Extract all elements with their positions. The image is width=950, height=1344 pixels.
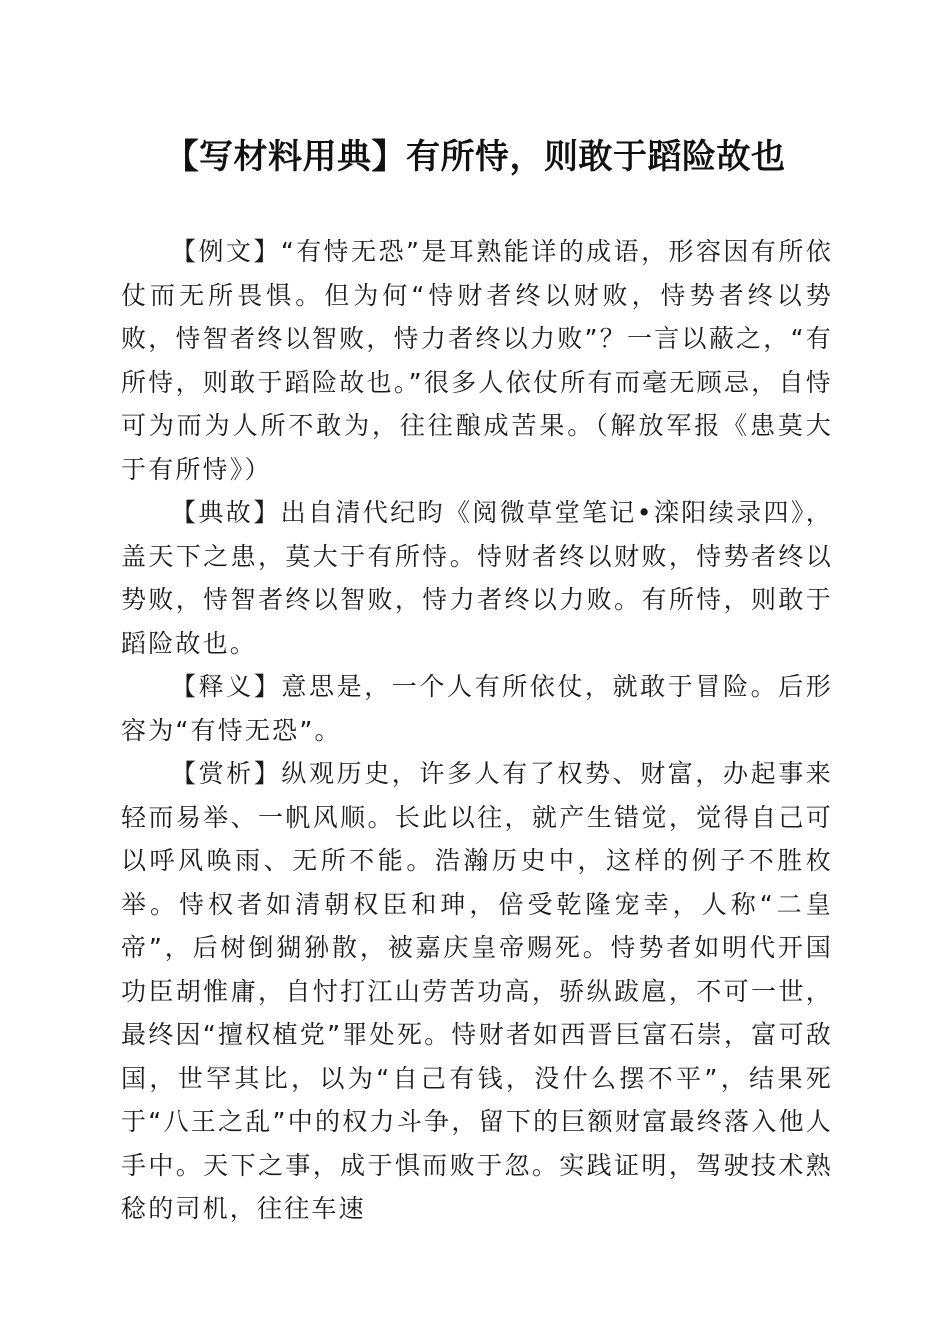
document-body: [121, 230, 833, 1231]
paragraph-appreciation: 【赏析】纵观历史，许多人有了权势、财富，办起事来轻而易举、一帆风顺。长此以往，就产生错觉，觉得自己可以呼风唤雨、无所不能。浩瀚历史中，这样的例子不胜枚举。恃权者如清朝权臣和珅，倍受乾隆宠幸，人称“二皇帝”，后树倒猢狲散，被嘉庆皇帝赐死。恃势者如明代开国功臣胡惟庸，自忖打江山劳苦功高，骄纵跋扈，不可一世，最终因“擅权植党”罪处死。恃财者如西晋巨富石崇，富可敌国，世罕其比，以为“自己有钱，没什么摆不平”，结果死于“八王之乱”中的权力斗争，留下的巨额财富最终落入他人手中。天下之事，成于惧而败于忽。实践证明，驾驶技术熟稔的司机，往往车速: [121, 759, 833, 1223]
document-title: 【写材料用典】有所恃，则敢于蹈险故也: [164, 137, 786, 177]
paragraph-allusion: 【典故】出自清代纪昀《阅微草堂笔记•滦阳续录四》，盖天下之患，莫大于有所恃。恃财者终以财败，恃势者终以势败，恃智者终以智败，恃力者终以力败。有所恃，则敢于蹈险故也。: [121, 498, 833, 658]
paragraph-meaning: 【释义】意思是，一个人有所依仗，就敢于冒险。后形容为“有恃无恐”。: [121, 672, 833, 745]
paragraph-example: 【例文】“有恃无恐”是耳熟能详的成语，形容因有所依仗而无所畏惧。但为何“恃财者终以财败，恃势者终以势败，恃智者终以智败，恃力者终以力败”？一言以蔽之，“有所恃，则敢于蹈险故也。”很多人依仗所有而毫无顾忌，自恃可为而为人所不敢为，往往酿成苦果。（解放军报《患莫大于有所恃》）: [121, 237, 833, 484]
